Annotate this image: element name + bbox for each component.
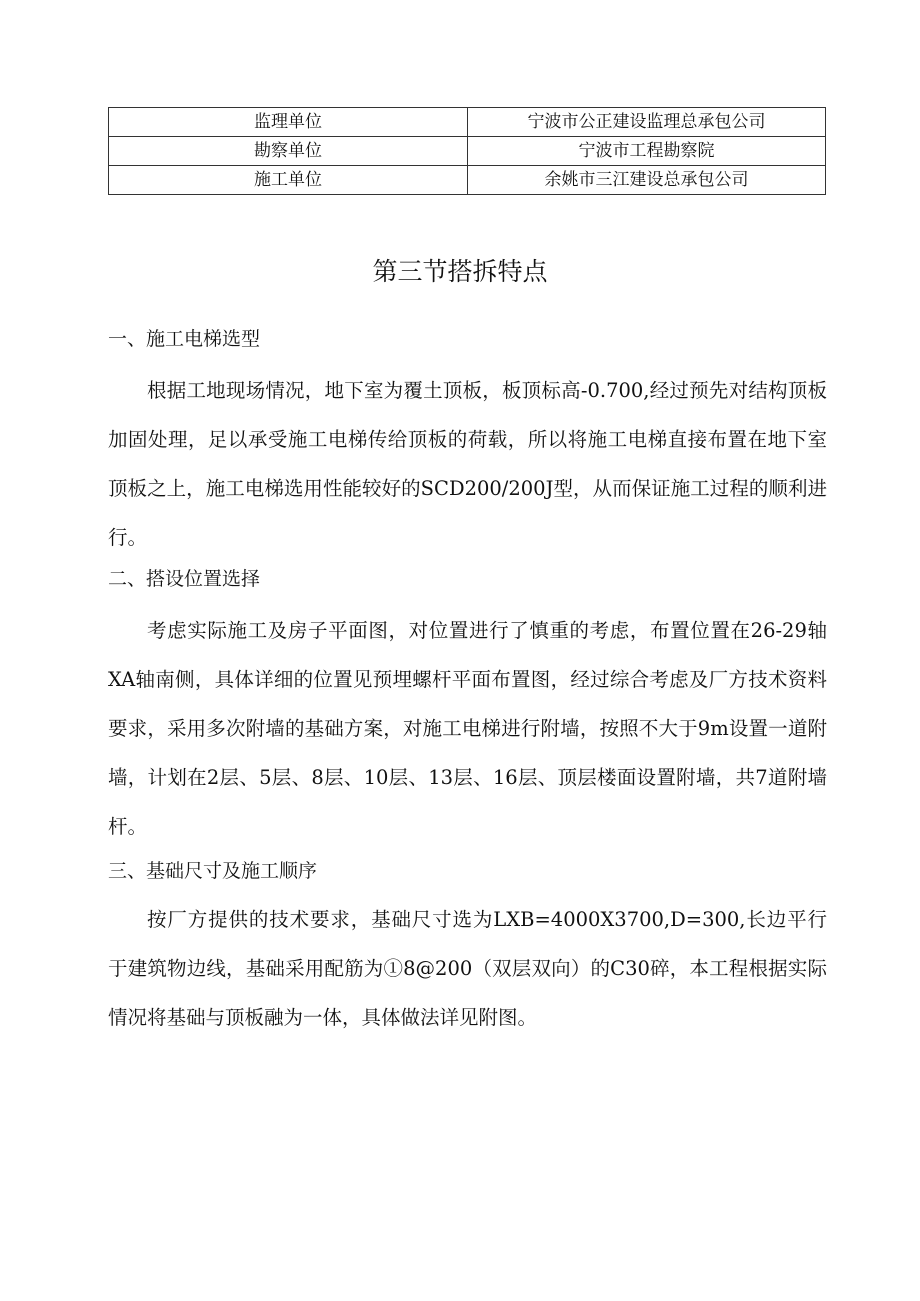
table-row	[109, 137, 826, 166]
paragraph-position-selection: 考虑实际施工及房子平面图，对位置进行了慎重的考虑，布置位置在26-29轴XA轴南侧，具体详细的位置见预埋螺杆平面布置图，经过综合考虑及厂方技术资料要求，采用多次附墙的基础方案，对施工电梯进行附墙，按照不大于9m设置一道附墙，计划在2层、5层、8层、10层、13层、16层、顶层楼面设置附墙，共7道附墙杆。	[108, 619, 827, 838]
section-title: 第三节搭拆特点	[372, 257, 548, 286]
heading-foundation-size: 三、基础尺寸及施工顺序	[108, 860, 318, 882]
table-cell-label: 勘察单位	[109, 137, 468, 166]
table-cell-value: 宁波市工程勘察院	[468, 137, 826, 166]
paragraph-elevator-selection: 根据工地现场情况，地下室为覆土顶板，板顶标高-0.700,经过预先对结构顶板加固处理，足以承受施工电梯传给顶板的荷载，所以将施工电梯直接布置在地下室顶板之上，施工电梯选用性能较好的SCD200/200J型，从而保证施工过程的顺利进行。	[108, 379, 827, 549]
table-cell-value: 余姚市三江建设总承包公司	[468, 166, 826, 195]
table-cell-label: 监理单位	[109, 108, 468, 137]
table-row	[109, 166, 826, 195]
heading-position-selection: 二、搭设位置选择	[108, 568, 261, 590]
table-cell-label: 施工单位	[109, 166, 468, 195]
table-row	[109, 108, 826, 137]
paragraph-foundation-size: 按厂方提供的技术要求，基础尺寸选为LXB=4000X3700,D=300,长边平行于建筑物边线，基础采用配筋为①8@200（双层双向）的C30碎，本工程根据实际情况将基础与顶板融为一体，具体做法详见附图。	[108, 908, 827, 1029]
project-info-table	[108, 107, 826, 195]
table-cell-value: 宁波市公正建设监理总承包公司	[468, 108, 826, 137]
heading-elevator-selection: 一、施工电梯选型	[108, 328, 261, 350]
